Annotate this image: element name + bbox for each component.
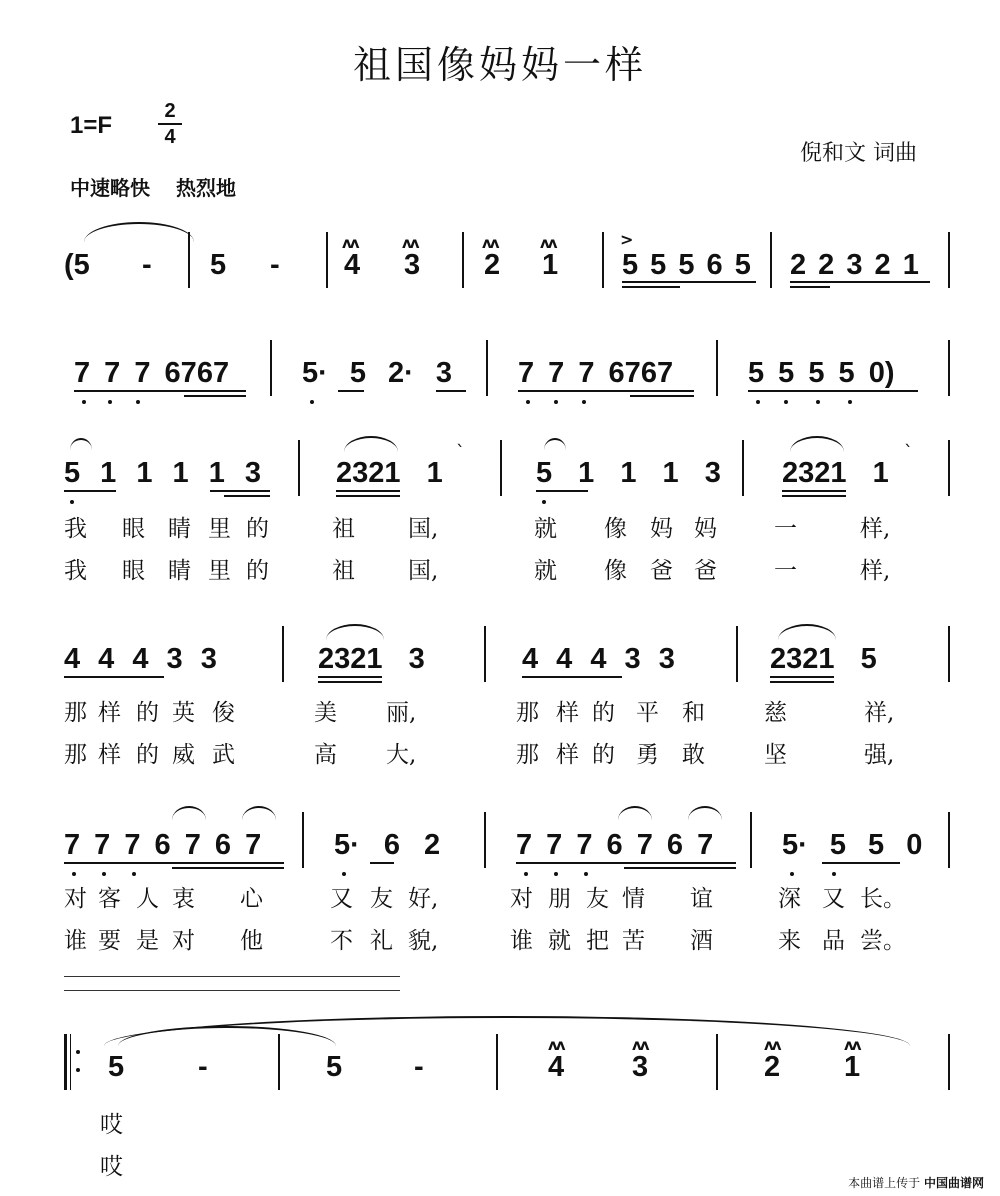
underline	[516, 862, 736, 864]
lyric-char: 的	[246, 558, 269, 584]
slur	[778, 624, 836, 640]
lyric-char: 的	[136, 700, 159, 726]
lyric-char: 我	[64, 516, 87, 542]
notation-line-verse-1	[64, 440, 954, 510]
note: 1	[542, 249, 559, 281]
lyric-char: 人	[136, 886, 159, 912]
low-dot	[102, 872, 106, 876]
lyric-char: 妈	[650, 516, 673, 542]
divider-line	[64, 976, 400, 977]
repeat-dot	[76, 1068, 80, 1072]
barline	[282, 626, 284, 682]
accent-icon: >	[620, 230, 634, 249]
lyric-char: 里	[208, 558, 231, 584]
mordent-icon: ʌʌ	[844, 1036, 860, 1054]
lyric-char: 深	[778, 886, 801, 912]
underline	[318, 681, 382, 683]
barline	[742, 440, 744, 496]
lyric-char: 慈	[764, 700, 787, 726]
lyric-char: 哎	[100, 1154, 123, 1180]
slur	[618, 806, 652, 820]
underline	[522, 676, 622, 678]
note-group: 5 1 1 1 3	[536, 457, 721, 489]
notation-line-verse-2	[64, 626, 954, 696]
lyric-char: 大,	[386, 742, 417, 768]
lyric-char: 睛	[168, 516, 191, 542]
underline	[336, 495, 400, 497]
lyric-char: 样	[98, 700, 121, 726]
lyric-char: 眼	[122, 516, 145, 542]
note-group: 2321 5	[770, 643, 877, 675]
lyric-char: 对	[64, 886, 87, 912]
note-dash: -	[414, 1051, 424, 1083]
underline	[782, 495, 846, 497]
lyric-char: 武	[212, 742, 235, 768]
underline	[74, 390, 246, 392]
underline	[224, 495, 270, 497]
lyric-char: 哎	[100, 1112, 123, 1138]
mordent-icon: ʌʌ	[342, 234, 358, 252]
tempo-mood: 热烈地	[176, 176, 236, 200]
mordent-icon: ʌʌ	[764, 1036, 780, 1054]
lyric-char: 眼	[122, 558, 145, 584]
note: 4	[548, 1051, 565, 1083]
barline	[462, 232, 464, 288]
lyric-char: 爸	[694, 558, 717, 584]
lyric-char: 样,	[860, 516, 891, 542]
lyric-char: 心	[240, 886, 263, 912]
lyric-char: 样	[556, 700, 579, 726]
underline	[318, 676, 382, 678]
lyric-char: 是	[136, 928, 159, 954]
low-dot	[108, 400, 112, 404]
author-credit: 倪和文 词曲	[800, 141, 917, 166]
lyric-char: 那	[516, 742, 539, 768]
lyric-char: 的	[246, 516, 269, 542]
low-dot	[542, 500, 546, 504]
lyric-char: 敢	[682, 742, 705, 768]
lyric-char: 睛	[168, 558, 191, 584]
barline	[486, 340, 488, 396]
lyric-char: 就	[534, 558, 557, 584]
low-dot	[82, 400, 86, 404]
lyric-char: 衷	[172, 886, 195, 912]
slur	[688, 806, 722, 820]
lyric-char: 那	[64, 742, 87, 768]
lyric-char: 样,	[860, 558, 891, 584]
breath-mark-icon: ˋ	[904, 442, 913, 463]
low-dot	[72, 872, 76, 876]
low-dot	[848, 400, 852, 404]
slur	[326, 624, 384, 640]
underline	[336, 490, 400, 492]
low-dot	[310, 400, 314, 404]
note: 2	[764, 1051, 781, 1083]
underline	[822, 862, 900, 864]
barline	[302, 812, 304, 868]
divider-line	[64, 990, 400, 991]
underline	[370, 862, 394, 864]
note-group: 2321 1	[782, 457, 889, 489]
lyric-char: 友	[370, 886, 393, 912]
mordent-icon: ʌʌ	[402, 234, 418, 252]
barline	[278, 1034, 280, 1090]
lyric-char: 祖	[332, 516, 355, 542]
notation-line-refrain	[64, 1034, 954, 1104]
note-group: 5· 5 2· 3	[302, 357, 452, 389]
lyric-char: 就	[548, 928, 571, 954]
watermark-footer	[848, 1174, 984, 1191]
underline	[770, 681, 834, 683]
barline	[948, 340, 950, 396]
repeat-start-barline	[64, 1034, 67, 1090]
underline	[622, 286, 680, 288]
underline	[210, 490, 270, 492]
underline	[624, 867, 736, 869]
lyric-char: 尝。	[860, 928, 906, 954]
underline	[536, 490, 588, 492]
lyric-char: 一	[774, 516, 797, 542]
low-dot	[832, 872, 836, 876]
slur	[172, 806, 206, 820]
underline	[64, 490, 116, 492]
underline	[338, 390, 364, 392]
barline	[716, 1034, 718, 1090]
note-group: 4 4 4 3 3	[64, 643, 217, 675]
lyric-char: 像	[604, 558, 627, 584]
low-dot	[526, 400, 530, 404]
low-dot	[784, 400, 788, 404]
lyric-char: 他	[240, 928, 263, 954]
barline	[500, 440, 502, 496]
note-dash: -	[270, 249, 280, 281]
underline	[770, 676, 834, 678]
low-dot	[584, 872, 588, 876]
barline	[484, 812, 486, 868]
note: 2	[484, 249, 501, 281]
barline	[298, 440, 300, 496]
low-dot	[554, 872, 558, 876]
lyric-char: 像	[604, 516, 627, 542]
lyric-char: 谊	[690, 886, 713, 912]
note-group: 5 5 5 5 0)	[748, 357, 895, 389]
lyric-char: 我	[64, 558, 87, 584]
lyric-char: 国,	[408, 516, 439, 542]
underline	[64, 676, 164, 678]
barline	[948, 626, 950, 682]
note-group: 2321 3	[318, 643, 425, 675]
lyric-char: 那	[64, 700, 87, 726]
note-dash: -	[142, 249, 152, 281]
note-group: 7 7 7 6 7 6 7	[64, 829, 262, 861]
low-dot	[132, 872, 136, 876]
key-signature: 1=F	[70, 112, 113, 139]
mordent-icon: ʌʌ	[548, 1036, 564, 1054]
low-dot	[342, 872, 346, 876]
underline	[790, 286, 830, 288]
lyric-char: 又	[822, 886, 845, 912]
time-signature-bottom: 4	[164, 126, 176, 148]
underline	[184, 395, 246, 397]
low-dot	[756, 400, 760, 404]
note-group: 2 2 3 2 1	[790, 249, 921, 281]
low-dot	[524, 872, 528, 876]
barline	[270, 340, 272, 396]
note-group: 5 5 5 6 5	[622, 249, 753, 281]
lyric-char: 友	[586, 886, 609, 912]
lyric-char: 强,	[864, 742, 895, 768]
mordent-icon: ʌʌ	[482, 234, 498, 252]
lyric-char: 来	[778, 928, 801, 954]
lyric-char: 和	[682, 700, 705, 726]
lyric-char: 就	[534, 516, 557, 542]
lyric-char: 客	[98, 886, 121, 912]
lyric-char: 酒	[690, 928, 713, 954]
lyric-char: 勇	[636, 742, 659, 768]
low-dot	[582, 400, 586, 404]
note: 5	[210, 249, 227, 281]
mordent-icon: ʌʌ	[540, 234, 556, 252]
note-group: 5 1 1 1 1 3	[64, 457, 262, 489]
barline	[948, 232, 950, 288]
lyric-char: 品	[822, 928, 845, 954]
lyric-char: 貌,	[408, 928, 439, 954]
lyric-char: 妈	[694, 516, 717, 542]
lyric-char: 威	[172, 742, 195, 768]
note-group: 5· 5 5 0	[782, 829, 923, 861]
lyric-char: 那	[516, 700, 539, 726]
lyric-char: 美	[314, 700, 337, 726]
song-title: 祖国像妈妈一样	[352, 43, 647, 87]
notation-line-verse-3	[64, 812, 954, 882]
lyric-char: 祖	[332, 558, 355, 584]
barline	[188, 232, 190, 288]
note: 5	[326, 1051, 343, 1083]
note: 5	[108, 1051, 125, 1083]
note: (5	[64, 249, 90, 281]
lyric-char: 朋	[548, 886, 571, 912]
barline	[736, 626, 738, 682]
note: 4	[344, 249, 361, 281]
note-group: 7 7 7 6 7 6 7	[516, 829, 714, 861]
lyric-char: 平	[636, 700, 659, 726]
lyric-char: 高	[314, 742, 337, 768]
lyric-char: 苦	[622, 928, 645, 954]
lyric-char: 把	[586, 928, 609, 954]
tempo-marking	[70, 172, 262, 201]
note: 1	[844, 1051, 861, 1083]
underline	[630, 395, 694, 397]
lyric-char: 的	[592, 700, 615, 726]
barline	[326, 232, 328, 288]
lyric-char: 丽,	[386, 700, 417, 726]
note-group: 7 7 7 6767	[74, 357, 230, 389]
lyric-char: 的	[592, 742, 615, 768]
site-name: 中国曲谱网	[923, 1176, 984, 1190]
barline	[948, 812, 950, 868]
lyric-char: 好,	[408, 886, 439, 912]
lyric-char: 国,	[408, 558, 439, 584]
low-dot	[554, 400, 558, 404]
lyric-char: 长。	[860, 886, 906, 912]
slur	[242, 806, 276, 820]
underline	[790, 281, 930, 283]
low-dot	[790, 872, 794, 876]
slur	[70, 438, 92, 450]
lyric-char: 对	[172, 928, 195, 954]
underline	[436, 390, 466, 392]
lyric-char: 里	[208, 516, 231, 542]
lyric-char: 祥,	[864, 700, 895, 726]
lyric-char: 对	[510, 886, 533, 912]
lyric-char: 要	[98, 928, 121, 954]
lyric-char: 样	[556, 742, 579, 768]
underline	[172, 867, 284, 869]
barline	[716, 340, 718, 396]
underline	[782, 490, 846, 492]
slur	[790, 436, 844, 452]
lyric-char: 不	[330, 928, 353, 954]
lyric-char: 样	[98, 742, 121, 768]
note-group: 4 4 4 3 3	[522, 643, 675, 675]
breath-mark-icon: ˋ	[456, 442, 465, 463]
lyric-char: 的	[136, 742, 159, 768]
lyric-char: 谁	[64, 928, 87, 954]
low-dot	[70, 500, 74, 504]
lyric-char: 谁	[510, 928, 533, 954]
lyric-char: 爸	[650, 558, 673, 584]
notation-line-intro-1	[64, 232, 954, 302]
note: 3	[632, 1051, 649, 1083]
note-group: 7 7 7 6767	[518, 357, 674, 389]
time-signature	[158, 100, 182, 148]
barline	[602, 232, 604, 288]
underline	[518, 390, 694, 392]
low-dot	[136, 400, 140, 404]
footer-text: 本曲谱上传于	[848, 1176, 921, 1190]
repeat-dot	[76, 1050, 80, 1054]
mordent-icon: ʌʌ	[632, 1036, 648, 1054]
tempo-speed: 中速略快	[70, 176, 150, 200]
note-group: 2321 1	[336, 457, 443, 489]
slur	[544, 438, 566, 450]
low-dot	[816, 400, 820, 404]
barline	[948, 440, 950, 496]
underline	[64, 862, 284, 864]
lyric-char: 情	[622, 886, 645, 912]
note-group: 5· 6 2	[334, 829, 441, 861]
barline	[770, 232, 772, 288]
slur	[84, 222, 194, 242]
underline	[622, 281, 756, 283]
repeat-start-barline	[70, 1034, 71, 1090]
underline	[748, 390, 918, 392]
barline	[750, 812, 752, 868]
barline	[496, 1034, 498, 1090]
slur	[344, 436, 398, 452]
barline	[484, 626, 486, 682]
lyric-char: 一	[774, 558, 797, 584]
notation-line-intro-2	[64, 340, 954, 410]
lyric-char: 又	[330, 886, 353, 912]
note-dash: -	[198, 1051, 208, 1083]
lyric-char: 俊	[212, 700, 235, 726]
lyric-char: 礼	[370, 928, 393, 954]
time-signature-top: 2	[164, 100, 176, 122]
note: 3	[404, 249, 421, 281]
lyric-char: 英	[172, 700, 195, 726]
barline	[948, 1034, 950, 1090]
lyric-char: 坚	[764, 742, 787, 768]
